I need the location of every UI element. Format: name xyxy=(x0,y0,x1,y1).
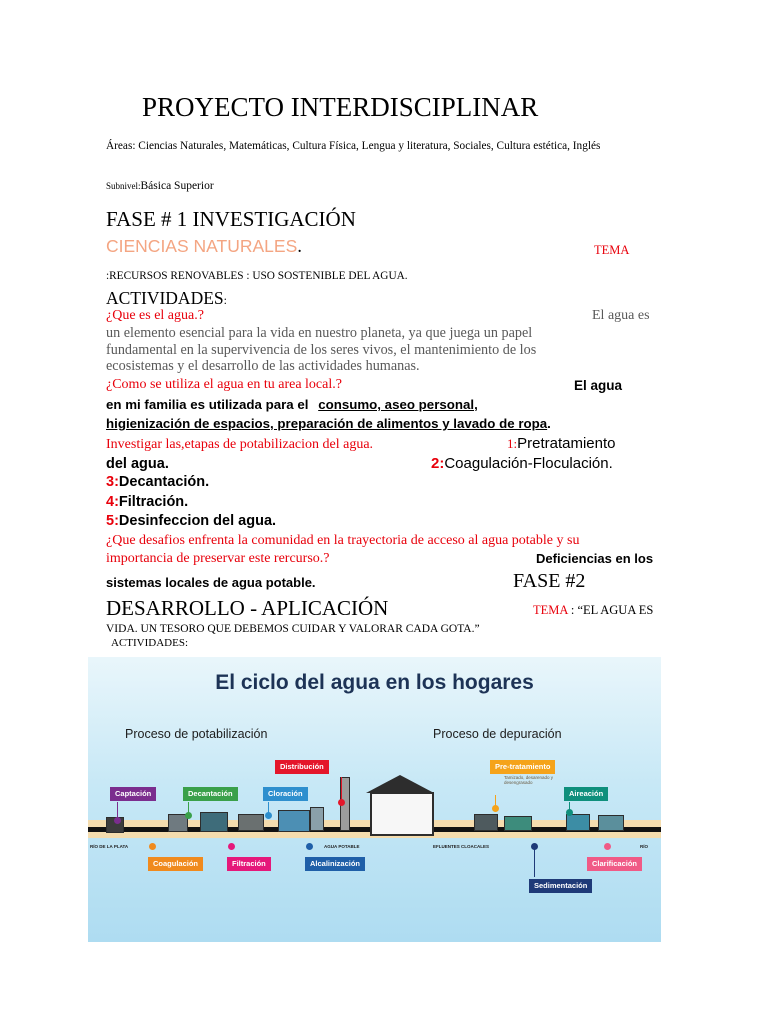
dot-pretratamiento xyxy=(492,805,499,812)
step-4-num: 4: xyxy=(106,494,119,510)
subnivel-label: Subnivel: xyxy=(106,181,141,191)
step-3-text: Decantación. xyxy=(118,474,210,490)
decant-tank-2 xyxy=(200,812,228,832)
step-1 xyxy=(507,435,616,452)
fase2-heading: FASE #2 xyxy=(513,570,586,592)
ciencias-heading xyxy=(106,236,302,258)
answer-2-line-2 xyxy=(106,416,551,431)
step-4-text: Filtración. xyxy=(118,494,189,510)
answer-1-line-3: ecosistemas y el desarrollo de las actividades humanas. xyxy=(106,358,420,374)
stick-distribucion xyxy=(341,777,342,799)
dot-cloracion xyxy=(265,812,272,819)
areas-line: Áreas: Ciencias Naturales, Matemáticas, Cultura Física, Lengua y literatura, Sociales, Cultura estética, Inglés xyxy=(106,140,601,152)
step-3-num: 3: xyxy=(106,474,119,490)
stick-captacion xyxy=(117,802,118,817)
tag-distribucion: Distribución xyxy=(275,760,329,774)
answer-2-text: en mi familia es utilizada para el xyxy=(106,397,313,412)
label-agua-potable: AGUA POTABLE xyxy=(324,844,360,849)
answer-1-line-2: fundamental en la supervivencia de los seres vivos, el mantenimiento de los xyxy=(106,342,537,358)
house-roof xyxy=(366,775,434,793)
answer-1-line-1: un elemento esencial para la vida en nuestro planeta, ya que juega un papel xyxy=(106,325,533,341)
dot-captacion xyxy=(114,817,121,824)
dot-filtracion xyxy=(228,843,235,850)
tag-coagulacion: Coagulación xyxy=(148,857,203,871)
dot-coagulacion xyxy=(149,843,156,850)
dot-decantacion xyxy=(185,812,192,819)
tema2-label: TEMA xyxy=(533,603,568,617)
step-2-text: Coagulación-Floculación. xyxy=(444,455,613,472)
label-efluentes: EFLUENTES CLOACALES xyxy=(433,844,490,849)
label-rio-plata: RÍO DE LA PLATA xyxy=(90,844,129,849)
dot-clarificacion xyxy=(604,843,611,850)
tag-captacion: Captación xyxy=(110,787,156,801)
fase1-heading: FASE # 1 INVESTIGACIÓN xyxy=(106,207,356,231)
step-2 xyxy=(431,455,613,472)
answer-2-line-1 xyxy=(106,397,478,412)
step-1-cont: del agua. xyxy=(106,456,169,472)
aeration-tank-1 xyxy=(504,816,532,831)
answer-2-end: . xyxy=(547,416,551,431)
tema2-start xyxy=(533,603,653,618)
step-1-num: 1: xyxy=(507,436,518,451)
step-5 xyxy=(106,513,276,529)
filter-tank xyxy=(238,814,264,831)
tema2-line-2: VIDA. UN TESORO QUE DEBEMOS CUIDAR Y VALORAR CADA GOTA.” xyxy=(106,623,480,635)
question-1: ¿Que es el agua.? xyxy=(106,308,204,323)
tema2-start-text: : “EL AGUA ES xyxy=(567,603,654,617)
answer-4-start: Deficiencias en los xyxy=(536,551,654,566)
tag-decantacion: Decantación xyxy=(183,787,238,801)
sub-potabilizacion: Proceso de potabilización xyxy=(125,727,268,741)
actividades2-label: ACTIVIDADES: xyxy=(111,637,188,649)
label-rio: RÍO xyxy=(640,844,649,849)
step-5-num: 5: xyxy=(106,513,119,529)
step-1-text: Pretratamiento xyxy=(517,435,616,452)
alkal-tank xyxy=(310,807,324,831)
dot-aireacion xyxy=(566,809,573,816)
tag-pretratamiento: Pre-tratamiento xyxy=(490,760,555,774)
stick-sedimentacion xyxy=(534,847,535,877)
subnivel-value: Básica Superior xyxy=(140,180,214,192)
tema-label: TEMA xyxy=(594,243,630,257)
actividades-label: ACTIVIDADES xyxy=(106,288,224,308)
step-5-text: Desinfeccion del agua. xyxy=(118,513,277,529)
water-cycle-infographic xyxy=(88,657,661,942)
infographic-title: El ciclo del agua en los hogares xyxy=(215,671,534,694)
tag-filtracion: Filtración xyxy=(227,857,271,871)
question-2: ¿Como se utiliza el agua en tu area local.? xyxy=(106,377,342,392)
actividades-heading xyxy=(106,288,227,309)
chlor-tank xyxy=(278,810,310,832)
dot-alcalinizacion xyxy=(306,843,313,850)
desarrollo-heading: DESARROLLO - APLICACIÓN xyxy=(106,596,389,620)
tag-alcalinizacion: Alcalinización xyxy=(305,857,365,871)
tag-clarificacion: Clarificación xyxy=(587,857,642,871)
subnivel-line xyxy=(106,176,214,194)
step-3 xyxy=(106,474,209,490)
actividades-colon: : xyxy=(223,293,227,307)
tag-aireacion: Aireación xyxy=(564,787,608,801)
house xyxy=(370,792,434,836)
question-4-line-2: importancia de preservar este rercurso.? xyxy=(106,551,330,566)
ciencias-dot: . xyxy=(297,236,302,257)
answer-2-start: El agua xyxy=(574,378,623,393)
answer-2-underlined-2: higienización de espacios, preparación de alimentos y lavado de ropa xyxy=(106,416,548,431)
pretratamiento-note: Tamizado, desarenado y desengrasado xyxy=(504,775,554,786)
step-4 xyxy=(106,494,188,510)
tema1-line: :RECURSOS RENOVABLES : USO SOSTENIBLE DEL AGUA. xyxy=(106,270,408,282)
page-title: PROYECTO INTERDISCIPLINAR xyxy=(142,92,539,122)
tag-cloracion: Cloración xyxy=(263,787,308,801)
ciencias-label: CIENCIAS NATURALES xyxy=(106,236,298,256)
dot-sedimentacion xyxy=(531,843,538,850)
answer-4-line-2: sistemas locales de agua potable. xyxy=(106,575,316,590)
sub-depuracion: Proceso de depuración xyxy=(433,727,562,741)
answer-1-start: El agua es xyxy=(592,308,650,323)
step-2-num: 2: xyxy=(431,455,445,472)
question-4-line-1: ¿Que desafios enfrenta la comunidad en la trayectoria de acceso al agua potable y su xyxy=(106,533,580,548)
dot-distribucion xyxy=(338,799,345,806)
tag-sedimentacion: Sedimentación xyxy=(529,879,592,893)
pretreat-tank xyxy=(474,814,498,831)
clarif-tank xyxy=(598,815,624,831)
question-3: Investigar las,etapas de potabilizacion del agua. xyxy=(106,437,374,452)
answer-2-underlined: consumo, aseo personal, xyxy=(318,397,478,412)
aeration-tank-2 xyxy=(566,814,590,831)
